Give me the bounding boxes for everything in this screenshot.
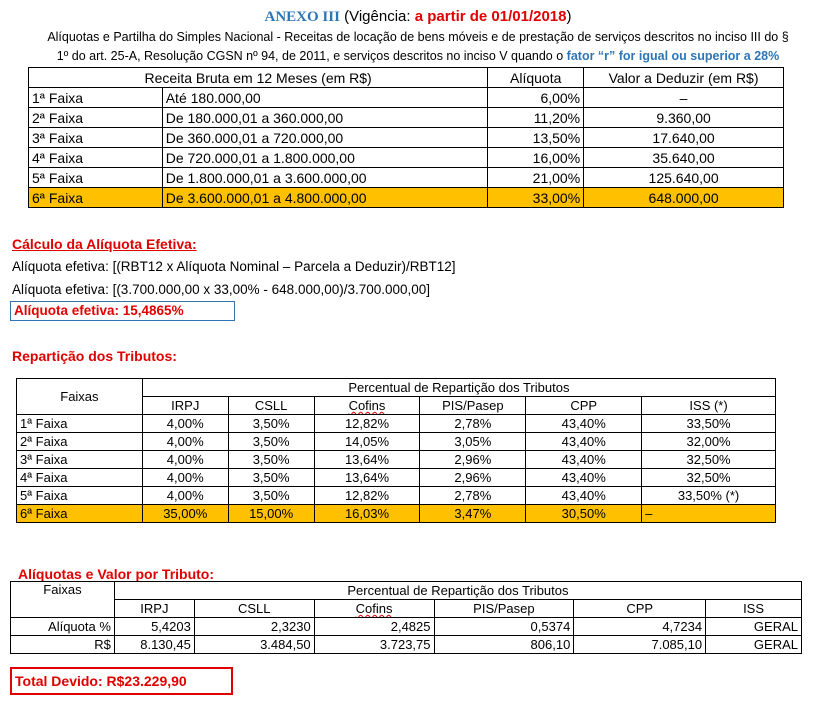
header-description <box>14 28 822 66</box>
deduzir-cell: 17.640,00 <box>584 128 784 148</box>
receita-cell: De 1.800.000,01 a 3.600.000,00 <box>162 168 488 188</box>
pis-cell: 3,05% <box>420 433 526 451</box>
cpp-cell: 43,40% <box>526 433 642 451</box>
aliquota-cell: 13,50% <box>488 128 584 148</box>
cofins-cell: 12,82% <box>314 415 420 433</box>
iss-cell: GERAL <box>706 636 802 654</box>
faixa-cell: 5ª Faixa <box>29 168 163 188</box>
table-row <box>29 148 784 168</box>
iss-cell: 33,50% <box>642 415 776 433</box>
reparticao-group-header-row <box>17 379 776 397</box>
pis-cell: 2,78% <box>420 415 526 433</box>
table-row <box>29 168 784 188</box>
reparticao-title: Repartição dos Tributos: <box>12 348 177 364</box>
group-header: Percentual de Repartição dos Tributos <box>142 379 775 397</box>
table-row <box>17 415 776 433</box>
reparticao-table <box>16 378 776 523</box>
row-label: R$ <box>11 636 115 654</box>
cofins-cell: 14,05% <box>314 433 420 451</box>
cofins-label: Cofins <box>348 398 386 413</box>
csll-cell: 3,50% <box>228 487 314 505</box>
table-row-highlighted <box>17 505 776 523</box>
aliquota-efetiva-result: Alíquota efetiva: 15,4865% <box>10 301 235 321</box>
faixas-table <box>28 67 784 208</box>
faixas-header: Faixas <box>17 379 143 415</box>
faixa-cell: 5ª Faixa <box>17 487 143 505</box>
cpp-cell: 43,40% <box>526 451 642 469</box>
col-header-irpj: IRPJ <box>142 397 228 415</box>
pis-cell: 0,5374 <box>434 618 574 636</box>
irpj-cell: 35,00% <box>142 505 228 523</box>
fator-r-text: fator “r” for igual ou superior a 28% <box>566 49 780 63</box>
faixa-cell: 6ª Faixa <box>29 188 163 208</box>
cpp-cell: 43,40% <box>526 415 642 433</box>
faixas-header-row <box>29 68 784 88</box>
table-row <box>29 88 784 108</box>
iss-cell: 32,00% <box>642 433 776 451</box>
col-header-csll: CSLL <box>228 397 314 415</box>
formula-1: Alíquota efetiva: [(RBT12 x Alíquota Nominal – Parcela a Deduzir)/RBT12] <box>12 259 456 274</box>
col-header-iss: ISS <box>706 600 802 618</box>
col-header-pis: PIS/Pasep <box>434 600 574 618</box>
cofins-cell: 13,64% <box>314 469 420 487</box>
table-row-highlighted <box>29 188 784 208</box>
cofins-cell: 2,4825 <box>314 618 434 636</box>
receita-cell: Até 180.000,00 <box>162 88 488 108</box>
header-deduzir: Valor a Deduzir (em R$) <box>584 68 784 88</box>
csll-cell: 3,50% <box>228 469 314 487</box>
deduzir-cell: 125.640,00 <box>584 168 784 188</box>
irpj-cell: 4,00% <box>142 469 228 487</box>
cofins-cell: 3.723,75 <box>314 636 434 654</box>
col-header-pis: PIS/Pasep <box>420 397 526 415</box>
irpj-cell: 8.130,45 <box>114 636 194 654</box>
cpp-cell: 43,40% <box>526 487 642 505</box>
formula-2: Alíquota efetiva: [(3.700.000,00 x 33,00% - 648.000,00)/3.700.000,00] <box>12 282 431 297</box>
valor-tributo-table <box>10 581 802 654</box>
aliquota-cell: 16,00% <box>488 148 584 168</box>
csll-cell: 3,50% <box>228 433 314 451</box>
faixa-cell: 3ª Faixa <box>29 128 163 148</box>
cofins-cell: 16,03% <box>314 505 420 523</box>
deduzir-cell: 35.640,00 <box>584 148 784 168</box>
table-row <box>29 128 784 148</box>
deduzir-cell: 648.000,00 <box>584 188 784 208</box>
faixa-cell: 1ª Faixa <box>17 415 143 433</box>
deduzir-cell: – <box>584 88 784 108</box>
header-receita: Receita Bruta em 12 Meses (em R$) <box>29 68 488 88</box>
table-row <box>17 487 776 505</box>
total-devido: Total Devido: R$23.229,90 <box>10 667 233 695</box>
receita-cell: De 360.000,01 a 720.000,00 <box>162 128 488 148</box>
aliquota-cell: 33,00% <box>488 188 584 208</box>
cofins-cell: 13,64% <box>314 451 420 469</box>
pis-cell: 806,10 <box>434 636 574 654</box>
cpp-cell: 4,7234 <box>574 618 706 636</box>
csll-cell: 3.484,50 <box>194 636 314 654</box>
col-header-irpj: IRPJ <box>114 600 194 618</box>
vigencia-date: a partir de 01/01/2018 <box>414 8 567 25</box>
faixa-cell: 4ª Faixa <box>29 148 163 168</box>
col-header-cpp: CPP <box>526 397 642 415</box>
iss-cell: GERAL <box>706 618 802 636</box>
irpj-cell: 4,00% <box>142 433 228 451</box>
desc-line-1: Alíquotas e Partilha do Simples Nacional - Receitas de locação de bens móveis e de prestação de serviços descritos no inciso III do § <box>47 30 789 44</box>
iss-cell: – <box>642 505 776 523</box>
col-header-iss: ISS (*) <box>642 397 776 415</box>
pis-cell: 2,96% <box>420 469 526 487</box>
irpj-cell: 5,4203 <box>114 618 194 636</box>
faixa-cell: 2ª Faixa <box>17 433 143 451</box>
desc-line-2: 1º do art. 25-A, Resolução CGSN nº 94, de 2011, e serviços descritos no inciso V quando o <box>56 49 564 63</box>
faixa-cell: 3ª Faixa <box>17 451 143 469</box>
csll-cell: 2,3230 <box>194 618 314 636</box>
calculo-title: Cálculo da Alíquota Efetiva: <box>12 236 197 252</box>
row-label: Alíquota % <box>11 618 115 636</box>
csll-cell: 3,50% <box>228 451 314 469</box>
iss-cell: 32,50% <box>642 469 776 487</box>
faixa-cell: 2ª Faixa <box>29 108 163 128</box>
iss-cell: 33,50% (*) <box>642 487 776 505</box>
aliquota-cell: 21,00% <box>488 168 584 188</box>
anexo-label: ANEXO III <box>264 9 340 25</box>
col-header-cofins <box>314 600 434 618</box>
faixa-cell: 1ª Faixa <box>29 88 163 108</box>
irpj-cell: 4,00% <box>142 451 228 469</box>
table-row <box>29 108 784 128</box>
faixa-cell: 6ª Faixa <box>17 505 143 523</box>
table-row <box>17 469 776 487</box>
group-header: Percentual de Repartição dos Tributos <box>114 582 801 600</box>
table-row <box>11 618 802 636</box>
col-header-csll: CSLL <box>194 600 314 618</box>
col-header-cpp: CPP <box>574 600 706 618</box>
pis-cell: 2,78% <box>420 487 526 505</box>
aliquota-cell: 11,20% <box>488 108 584 128</box>
table-row <box>17 433 776 451</box>
valor-column-header-row <box>11 600 802 618</box>
pis-cell: 2,96% <box>420 451 526 469</box>
empty-cell <box>11 600 115 618</box>
cpp-cell: 43,40% <box>526 469 642 487</box>
cpp-cell: 30,50% <box>526 505 642 523</box>
cofins-cell: 12,82% <box>314 487 420 505</box>
csll-cell: 3,50% <box>228 415 314 433</box>
vigencia-suffix: ) <box>566 8 572 25</box>
col-header-cofins <box>314 397 420 415</box>
irpj-cell: 4,00% <box>142 487 228 505</box>
faixas-header: Faixas <box>11 582 115 600</box>
cofins-label: Cofins <box>355 601 393 616</box>
page-title <box>0 8 836 26</box>
table-row <box>11 636 802 654</box>
cpp-cell: 7.085,10 <box>574 636 706 654</box>
irpj-cell: 4,00% <box>142 415 228 433</box>
header-aliquota: Alíquota <box>488 68 584 88</box>
receita-cell: De 720.000,01 a 1.800.000,00 <box>162 148 488 168</box>
receita-cell: De 180.000,01 a 360.000,00 <box>162 108 488 128</box>
pis-cell: 3,47% <box>420 505 526 523</box>
faixa-cell: 4ª Faixa <box>17 469 143 487</box>
receita-cell: De 3.600.000,01 a 4.800.000,00 <box>162 188 488 208</box>
table-row <box>17 451 776 469</box>
iss-cell: 32,50% <box>642 451 776 469</box>
valor-tributo-title: Alíquotas e Valor por Tributo: <box>18 566 215 582</box>
valor-group-header-row <box>11 582 802 600</box>
csll-cell: 15,00% <box>228 505 314 523</box>
aliquota-cell: 6,00% <box>488 88 584 108</box>
vigencia-prefix: (Vigência: <box>339 8 415 25</box>
deduzir-cell: 9.360,00 <box>584 108 784 128</box>
